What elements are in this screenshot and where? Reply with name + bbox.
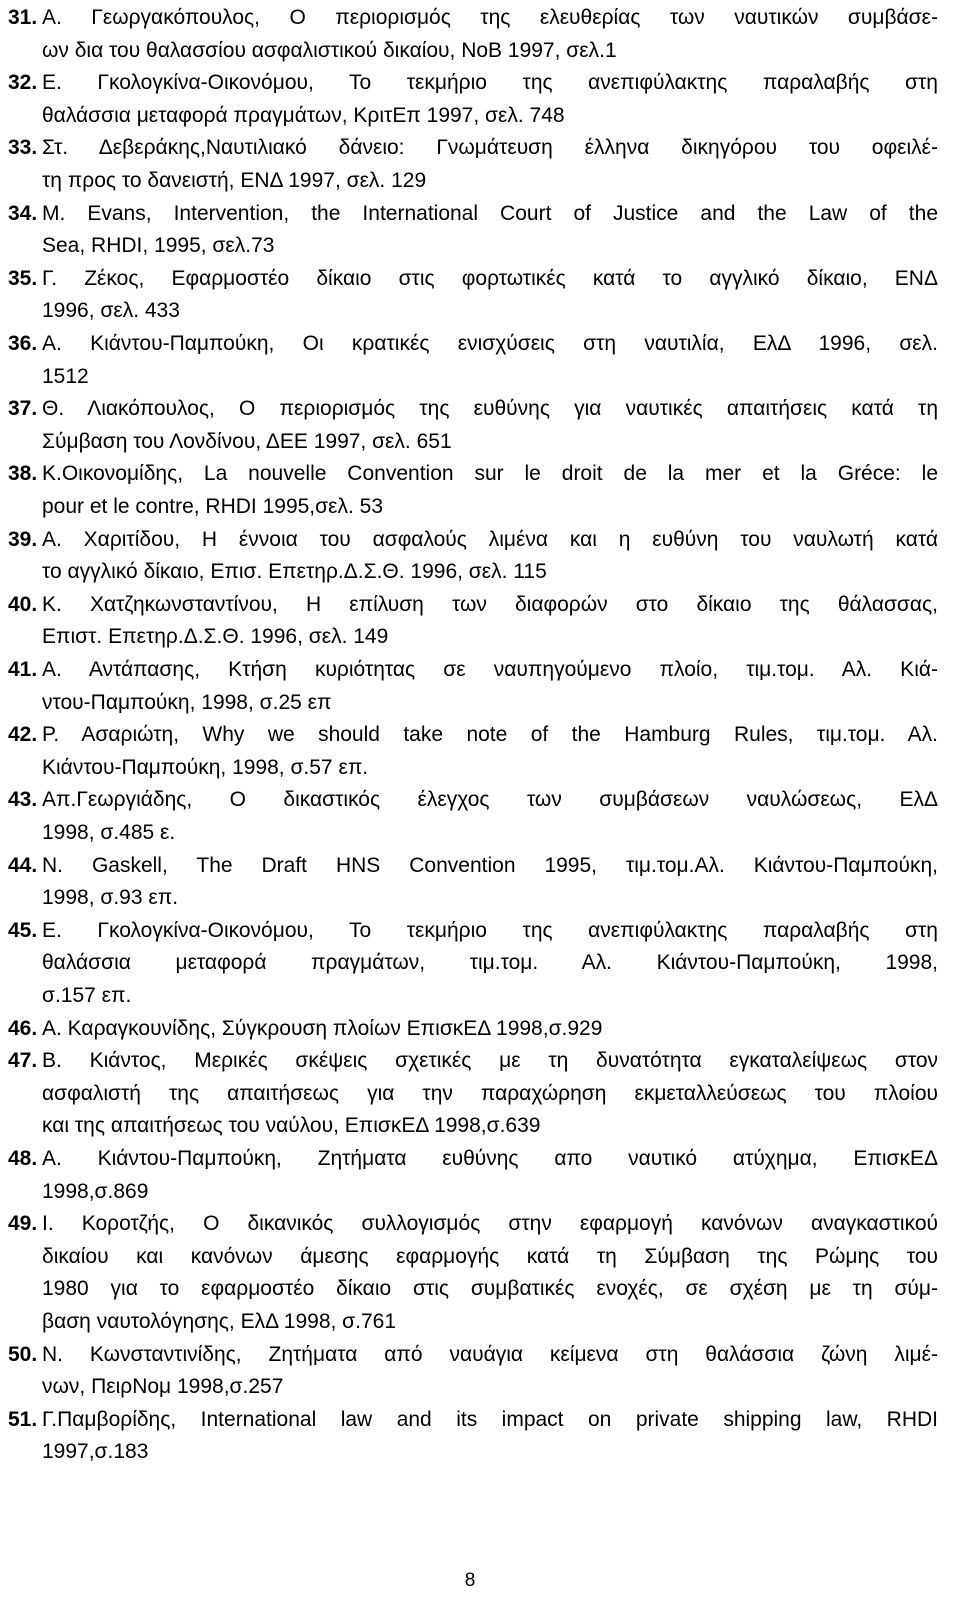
reference-text	[42, 263, 938, 328]
reference-number: 51.	[8, 1407, 38, 1431]
reference-line: Α. Γεωργακόπουλος, Ο περιορισμός της ελευθερίας των ναυτικών συμβάσε-	[42, 6, 938, 29]
reference-line: νων, ΠειρΝομ 1998,σ.257	[42, 1375, 284, 1399]
reference-number: 46.	[8, 1016, 38, 1040]
reference-line: 1998,σ.869	[42, 1179, 149, 1203]
reference-line: Κιάντου-Παμπούκη, 1998, σ.57 επ.	[42, 755, 369, 779]
reference-line: 1980 για το εφαρμοστέο δίκαιο στις συμβατικές ενοχές, σε σχέση με τη σύμ-	[42, 1277, 938, 1301]
reference-line: Ρ. Ασαριώτη, Why we should take note of the Hamburg Rules, τιμ.τομ. Αλ.	[42, 723, 938, 747]
reference-text	[42, 458, 938, 523]
reference-number: 49.	[8, 1212, 38, 1236]
reference-number: 34.	[8, 201, 38, 225]
reference-number: 43.	[8, 788, 38, 812]
reference-text	[42, 2, 938, 67]
reference-number: 40.	[8, 592, 38, 616]
reference-number: 50.	[8, 1342, 38, 1366]
reference-line: 1512	[42, 364, 89, 388]
reference-line: Ε. Γκολογκίνα-Οικονόμου, Το τεκμήριο της ανεπιφύλακτης παραλαβής στη	[42, 918, 938, 942]
reference-number: 37.	[8, 397, 38, 421]
reference-text	[42, 198, 938, 263]
reference-line: 1998, σ.485 ε.	[42, 820, 176, 844]
reference-line: 1998, σ.93 επ.	[42, 886, 179, 910]
reference-line: Κ. Χατζηκωνσταντίνου, Η επίλυση των διαφορών στο δίκαιο της θάλασσας,	[42, 592, 938, 616]
reference-line: Sea, RHDI, 1995, σελ.73	[42, 234, 275, 258]
reference-text	[42, 915, 938, 1013]
reference-line: βαση ναυτολόγησης, ΕλΔ 1998, σ.761	[42, 1309, 396, 1333]
reference-line: το αγγλικό δίκαιο, Επισ. Επετηρ.Δ.Σ.Θ. 1996, σελ. 115	[42, 560, 547, 584]
reference-line: Ι. Κοροτζής, Ο δικανικός συλλογισμός στην εφαρμογή κανόνων αναγκαστικού	[42, 1212, 938, 1236]
reference-line: Σύμβαση του Λονδίνου, ΔΕΕ 1997, σελ. 651	[42, 429, 452, 453]
reference-line: Ν. Κωνσταντινίδης, Ζητήματα από ναυάγια κείμενα στη θαλάσσια ζώνη λιμέ-	[42, 1342, 938, 1366]
reference-text	[42, 1143, 938, 1208]
reference-number: 38.	[8, 462, 38, 486]
reference-line: pour et le contre, RHDI 1995,σελ. 53	[42, 494, 383, 518]
reference-text	[42, 589, 938, 654]
reference-line: Α. Αντάπασης, Κτήση κυριότητας σε ναυπηγούμενο πλοίο, τιμ.τομ. Αλ. Κιά-	[42, 658, 938, 681]
reference-line: Απ.Γεωργιάδης, Ο δικαστικός έλεγχος των συμβάσεων ναυλώσεως, ΕλΔ	[42, 788, 938, 812]
reference-number: 31.	[8, 6, 38, 29]
reference-line: Ε. Γκολογκίνα-Οικονόμου, Το τεκμήριο της ανεπιφύλακτης παραλαβής στη	[42, 71, 938, 95]
reference-number: 47.	[8, 1049, 38, 1073]
reference-text	[42, 328, 938, 393]
reference-text	[42, 850, 938, 915]
reference-text	[42, 1208, 938, 1338]
reference-line: Α. Καραγκουνίδης, Σύγκρουση πλοίων ΕπισκΕΔ 1998,σ.929	[42, 1016, 603, 1040]
reference-line: και της απαιτήσεως του ναύλου, ΕπισκΕΔ 1998,σ.639	[42, 1114, 541, 1138]
reference-number: 36.	[8, 332, 38, 355]
reference-text	[42, 1045, 938, 1143]
reference-line: Θ. Λιακόπουλος, Ο περιορισμός της ευθύνης για ναυτικές απαιτήσεις κατά τη	[42, 397, 938, 421]
reference-line: Γ. Ζέκος, Εφαρμοστέο δίκαιο στις φορτωτικές κατά το αγγλικό δίκαιο, ΕΝΔ	[42, 266, 938, 290]
reference-line: Β. Κιάντος, Μερικές σκέψεις σχετικές με τη δυνατότητα εγκαταλείψεως στον	[42, 1049, 938, 1073]
reference-number: 41.	[8, 658, 38, 681]
reference-line: ων δια του θαλασσίου ασφαλιστικού δικαίου, ΝοΒ 1997, σελ.1	[42, 38, 617, 62]
reference-text	[42, 132, 938, 197]
reference-line: τη προς το δανειστή, ΕΝΔ 1997, σελ. 129	[42, 168, 427, 192]
reference-number: 35.	[8, 266, 38, 290]
reference-text	[42, 654, 938, 719]
reference-text	[42, 67, 938, 132]
reference-line: δικαίου και κανόνων άμεσης εφαρμογής κατά τη Σύμβαση της Ρώμης του	[42, 1244, 938, 1268]
reference-line: θαλάσσια μεταφορά πραγμάτων, ΚριτΕπ 1997, σελ. 748	[42, 103, 565, 127]
reference-text	[42, 1013, 938, 1046]
reference-number: 44.	[8, 853, 38, 877]
reference-line: Επιστ. Επετηρ.Δ.Σ.Θ. 1996, σελ. 149	[42, 625, 389, 649]
reference-line: ασφαλιστή της απαιτήσεως για την παραχώρηση εκμεταλλεύσεως του πλοίου	[42, 1081, 938, 1105]
reference-line: θαλάσσια μεταφορά πραγμάτων, τιμ.τομ. Αλ. Κιάντου-Παμπούκη, 1998,	[42, 951, 938, 975]
reference-number: 42.	[8, 723, 38, 747]
reference-text	[42, 1339, 938, 1404]
reference-text	[42, 719, 938, 784]
reference-line: Α. Κιάντου-Παμπούκη, Οι κρατικές ενισχύσεις στη ναυτιλία, ΕλΔ 1996, σελ.	[42, 332, 938, 355]
reference-line: 1997,σ.183	[42, 1440, 149, 1464]
reference-line: 1996, σελ. 433	[42, 299, 180, 323]
reference-text	[42, 1404, 938, 1469]
reference-number: 45.	[8, 918, 38, 942]
reference-number: 32.	[8, 71, 38, 95]
reference-number: 48.	[8, 1147, 38, 1170]
reference-line: σ.157 επ.	[42, 983, 132, 1007]
reference-line: Α. Κιάντου-Παμπούκη, Ζητήματα ευθύνης απο ναυτικό ατύχημα, ΕπισκΕΔ	[42, 1147, 938, 1170]
reference-line: Στ. Δεβεράκης,Ναυτιλιακό δάνειο: Γνωμάτευση έλληνα δικηγόρου του οφειλέ-	[42, 136, 938, 160]
reference-line: Α. Χαριτίδου, Η έννοια του ασφαλούς λιμένα και η ευθύνη του ναυλωτή κατά	[42, 527, 938, 551]
reference-number: 33.	[8, 136, 38, 160]
reference-line: Μ. Evans, Intervention, the International Court of Justice and the Law of the	[42, 201, 938, 225]
reference-text	[42, 393, 938, 458]
reference-text	[42, 524, 938, 589]
reference-text	[42, 784, 938, 849]
reference-line: Γ.Παμβορίδης, International law and its impact on private shipping law, RHDI	[42, 1407, 938, 1431]
reference-line: ντου-Παμπούκη, 1998, σ.25 επ	[42, 690, 332, 714]
reference-line: Κ.Οικονομίδης, La nouvelle Convention sur le droit de la mer et la Gréce: le	[42, 462, 938, 486]
reference-number: 39.	[8, 527, 38, 551]
page-number: 8	[464, 1570, 476, 1591]
reference-line: Ν. Gaskell, The Draft HNS Convention 1995, τιμ.τομ.Αλ. Κιάντου-Παμπούκη,	[42, 853, 938, 877]
